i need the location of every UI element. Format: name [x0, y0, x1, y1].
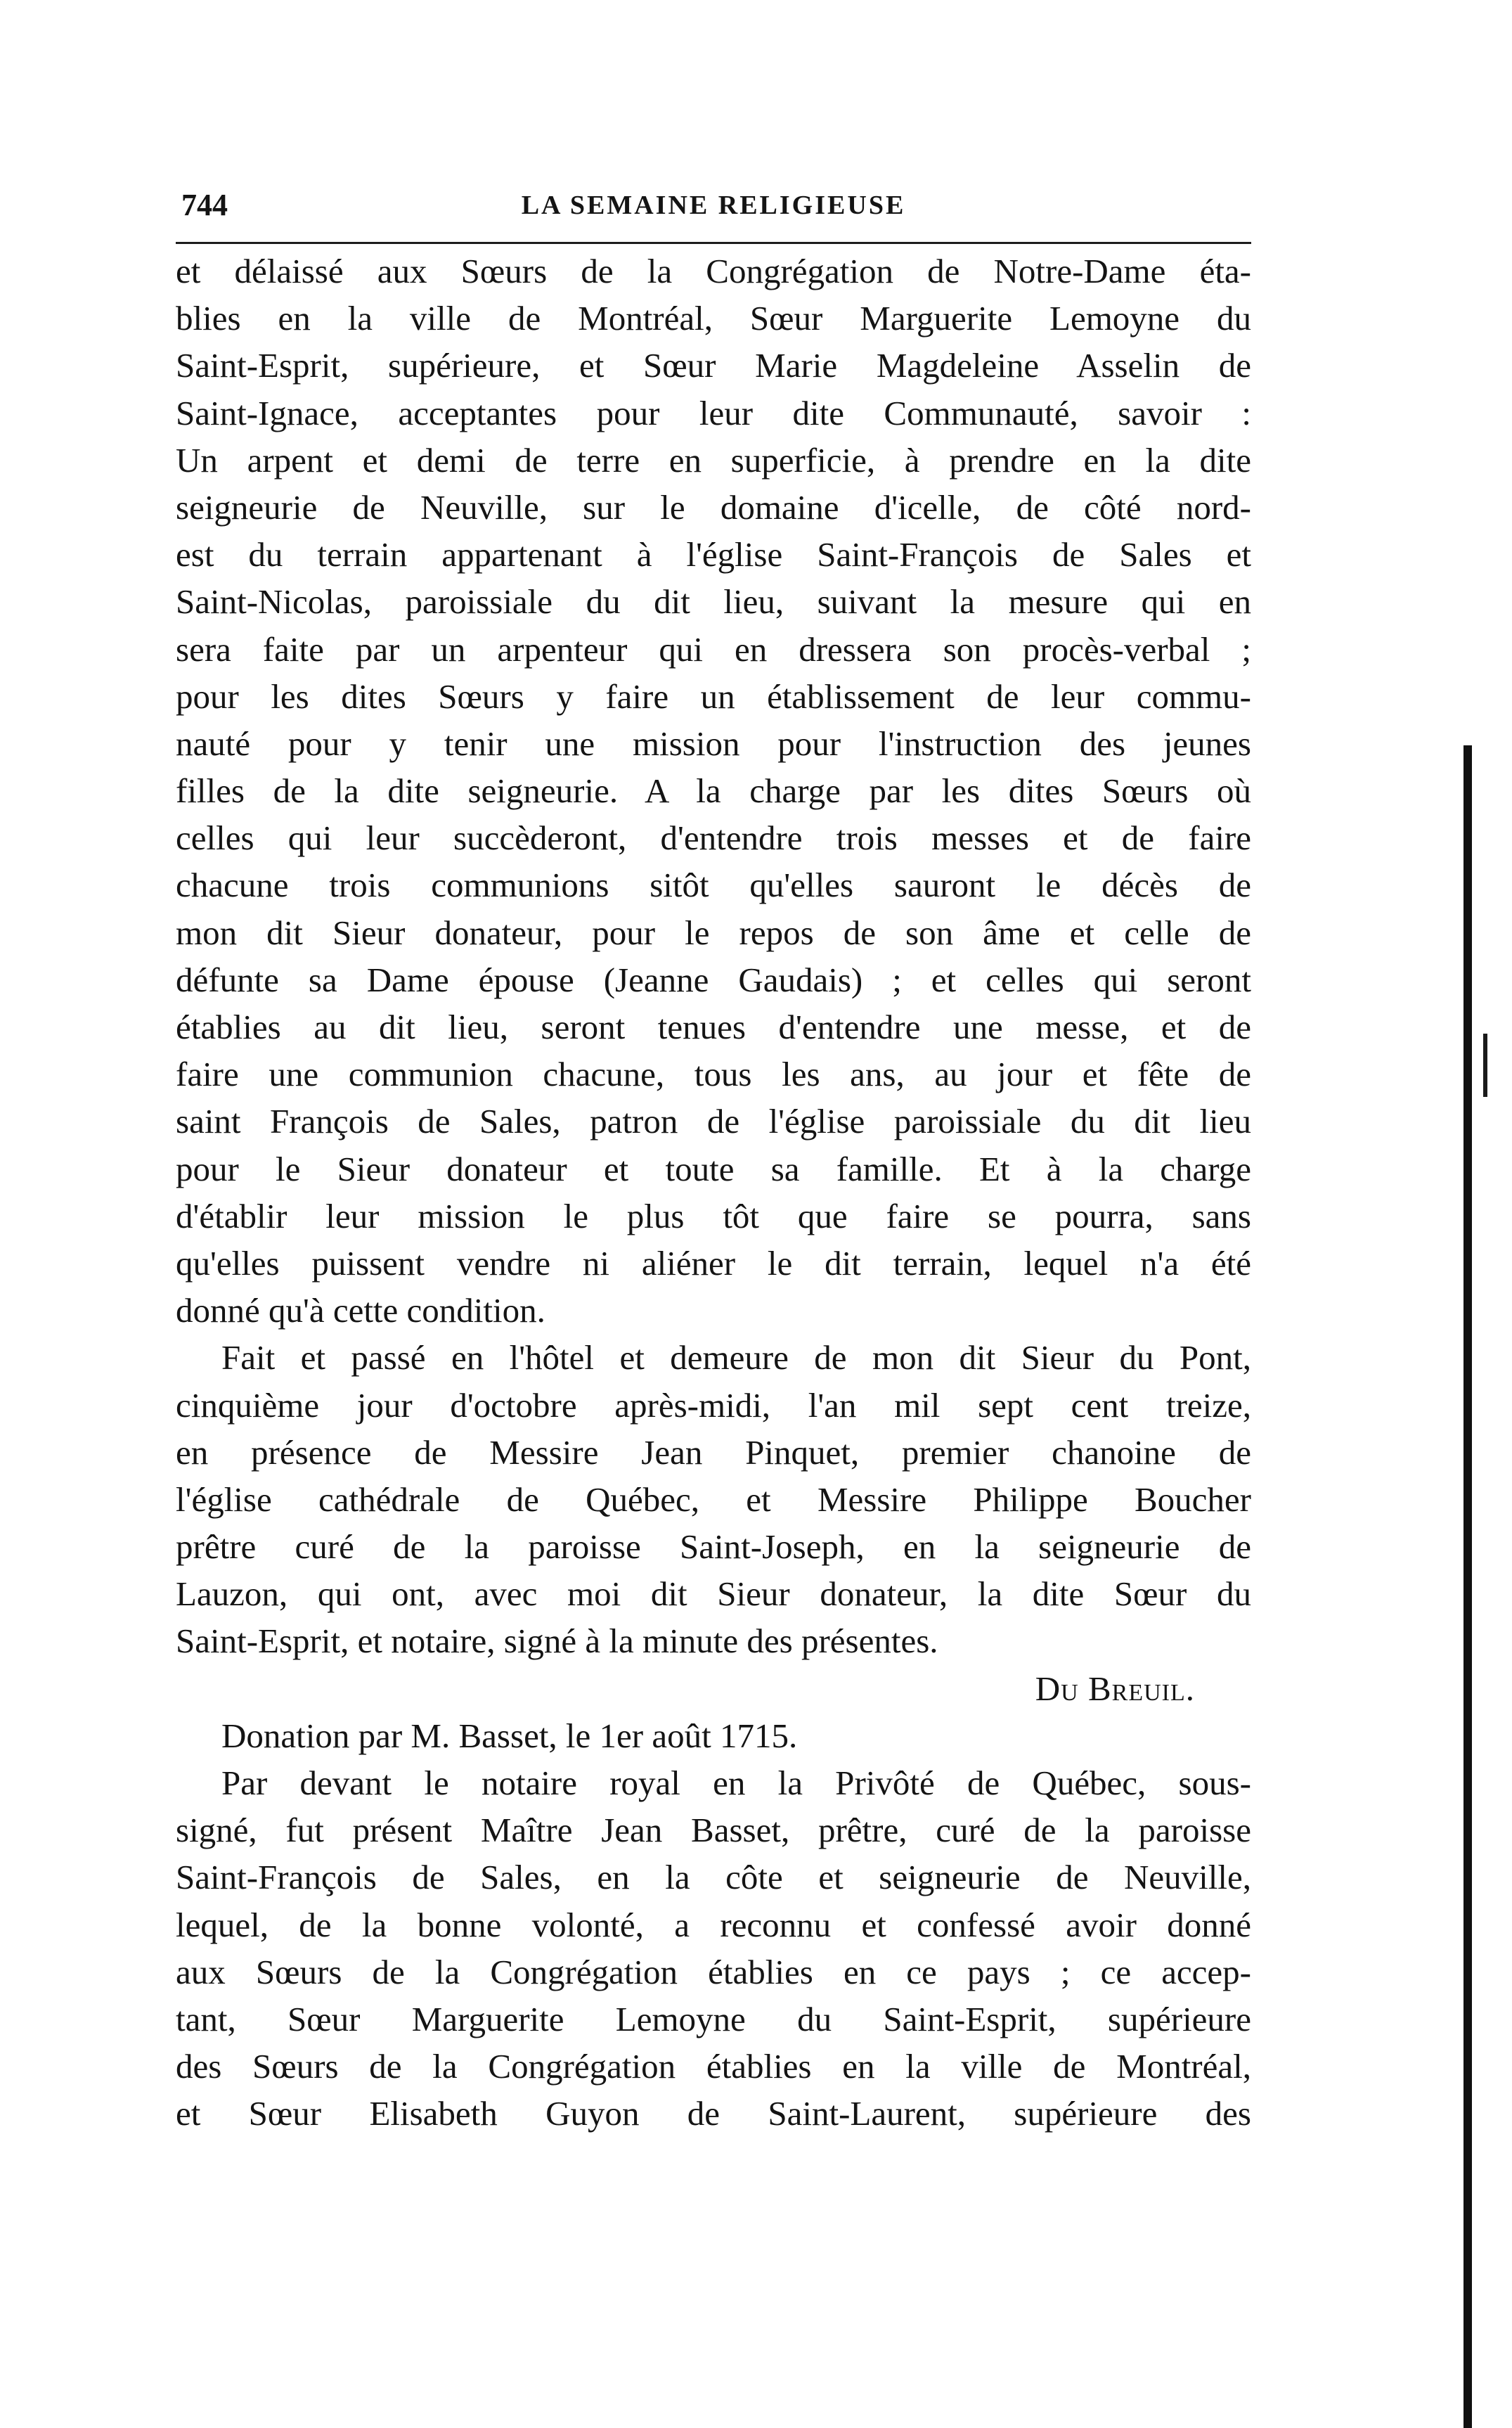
text-line: Saint-Esprit, et notaire, signé à la minute des présentes. — [176, 1621, 938, 1661]
text-line: lequel, de la bonne volonté, a reconnu et confessé avoir donné — [176, 1905, 1251, 1944]
running-head: LA SEMAINE RELIGIEUSE — [521, 191, 906, 220]
paragraph-start: Par devant le notaire royal en la Privôté de Québec, sous- — [221, 1764, 1251, 1802]
section-heading: Donation par M. Basset, le 1er août 1715. — [221, 1716, 798, 1755]
text-line: sera faite par un arpenteur qui en dressera son procès-verbal ; — [176, 629, 1251, 669]
text-line: prêtre curé de la paroisse Saint-Joseph, en la seigneurie de — [176, 1527, 1251, 1567]
text-line: d'établir leur mission le plus tôt que faire se pourra, sans — [176, 1196, 1251, 1235]
text-line: seigneurie de Neuville, sur le domaine d'icelle, de côté nord- — [176, 487, 1251, 527]
text-line: nauté pour y tenir une mission pour l'instruction des jeunes — [176, 724, 1251, 763]
text-line: signé, fut présent Maître Jean Basset, prêtre, curé de la paroisse — [176, 1811, 1251, 1850]
text-line: donné qu'à cette condition. — [176, 1291, 545, 1330]
text-line: est du terrain appartenant à l'église Saint-François de Sales et — [176, 535, 1251, 574]
header-rule — [176, 242, 1251, 244]
text-line: aux Sœurs de la Congrégation établies en ce pays ; ce accep- — [176, 1952, 1251, 1991]
text-line: des Sœurs de la Congrégation établies en la ville de Montréal, — [176, 2047, 1251, 2086]
text-line: pour le Sieur donateur et toute sa famille. Et à la charge — [176, 1149, 1251, 1188]
page-header — [176, 184, 1251, 226]
text-line: Un arpent et demi de terre en superficie, à prendre en la dite — [176, 440, 1251, 480]
text-line: Lauzon, qui ont, avec moi dit Sieur donateur, la dite Sœur du — [176, 1574, 1251, 1614]
page-edge-shadow — [1463, 745, 1472, 2428]
page-number: 744 — [181, 188, 228, 222]
text-line: et Sœur Elisabeth Guyon de Saint-Laurent, supérieure des — [176, 2094, 1251, 2133]
text-line: Saint-Nicolas, paroissiale du dit lieu, suivant la mesure qui en — [176, 582, 1251, 622]
body-text — [176, 248, 1251, 2138]
text-line: et délaissé aux Sœurs de la Congrégation de Notre-Dame éta- — [176, 252, 1251, 290]
text-line: celles qui leur succèderont, d'entendre trois messes et de faire — [176, 818, 1251, 858]
text-line: blies en la ville de Montréal, Sœur Marguerite Lemoyne du — [176, 299, 1251, 338]
text-line: saint François de Sales, patron de l'église paroissiale du dit lieu — [176, 1102, 1251, 1141]
text-line: faire une communion chacune, tous les ans, au jour et fête de — [176, 1055, 1251, 1094]
text-line: l'église cathédrale de Québec, et Messire Philippe Boucher — [176, 1479, 1251, 1519]
text-line: mon dit Sieur donateur, pour le repos de son âme et celle de — [176, 913, 1251, 952]
paragraph-start: Fait et passé en l'hôtel et demeure de mon dit Sieur du Pont, — [221, 1338, 1251, 1377]
text-line: Saint-Ignace, acceptantes pour leur dite Communauté, savoir : — [176, 393, 1251, 432]
text-line: filles de la dite seigneurie. A la charge par les dites Sœurs où — [176, 771, 1251, 811]
text-line: cinquième jour d'octobre après-midi, l'an mil sept cent treize, — [176, 1385, 1251, 1425]
text-line: pour les dites Sœurs y faire un établissement de leur commu- — [176, 676, 1251, 716]
text-line: en présence de Messire Jean Pinquet, premier chanoine de — [176, 1432, 1251, 1472]
text-line: Saint-Esprit, supérieure, et Sœur Marie Magdeleine Asselin de — [176, 346, 1251, 385]
text-line: défunte sa Dame épouse (Jeanne Gaudais) ; et celles qui seront — [176, 960, 1251, 999]
text-line: qu'elles puissent vendre ni aliéner le dit terrain, lequel n'a été — [176, 1243, 1251, 1283]
text-line: établies au dit lieu, seront tenues d'entendre une messe, et de — [176, 1008, 1251, 1046]
text-line: chacune trois communions sitôt qu'elles sauront le décès de — [176, 866, 1251, 905]
text-line: tant, Sœur Marguerite Lemoyne du Saint-Esprit, supérieure — [176, 1999, 1251, 2038]
page-edge-mark — [1483, 1034, 1487, 1097]
text-line: Saint-François de Sales, en la côte et seigneurie de Neuville, — [176, 1858, 1251, 1897]
signature-line: Du Breuil. — [1035, 1669, 1195, 1708]
